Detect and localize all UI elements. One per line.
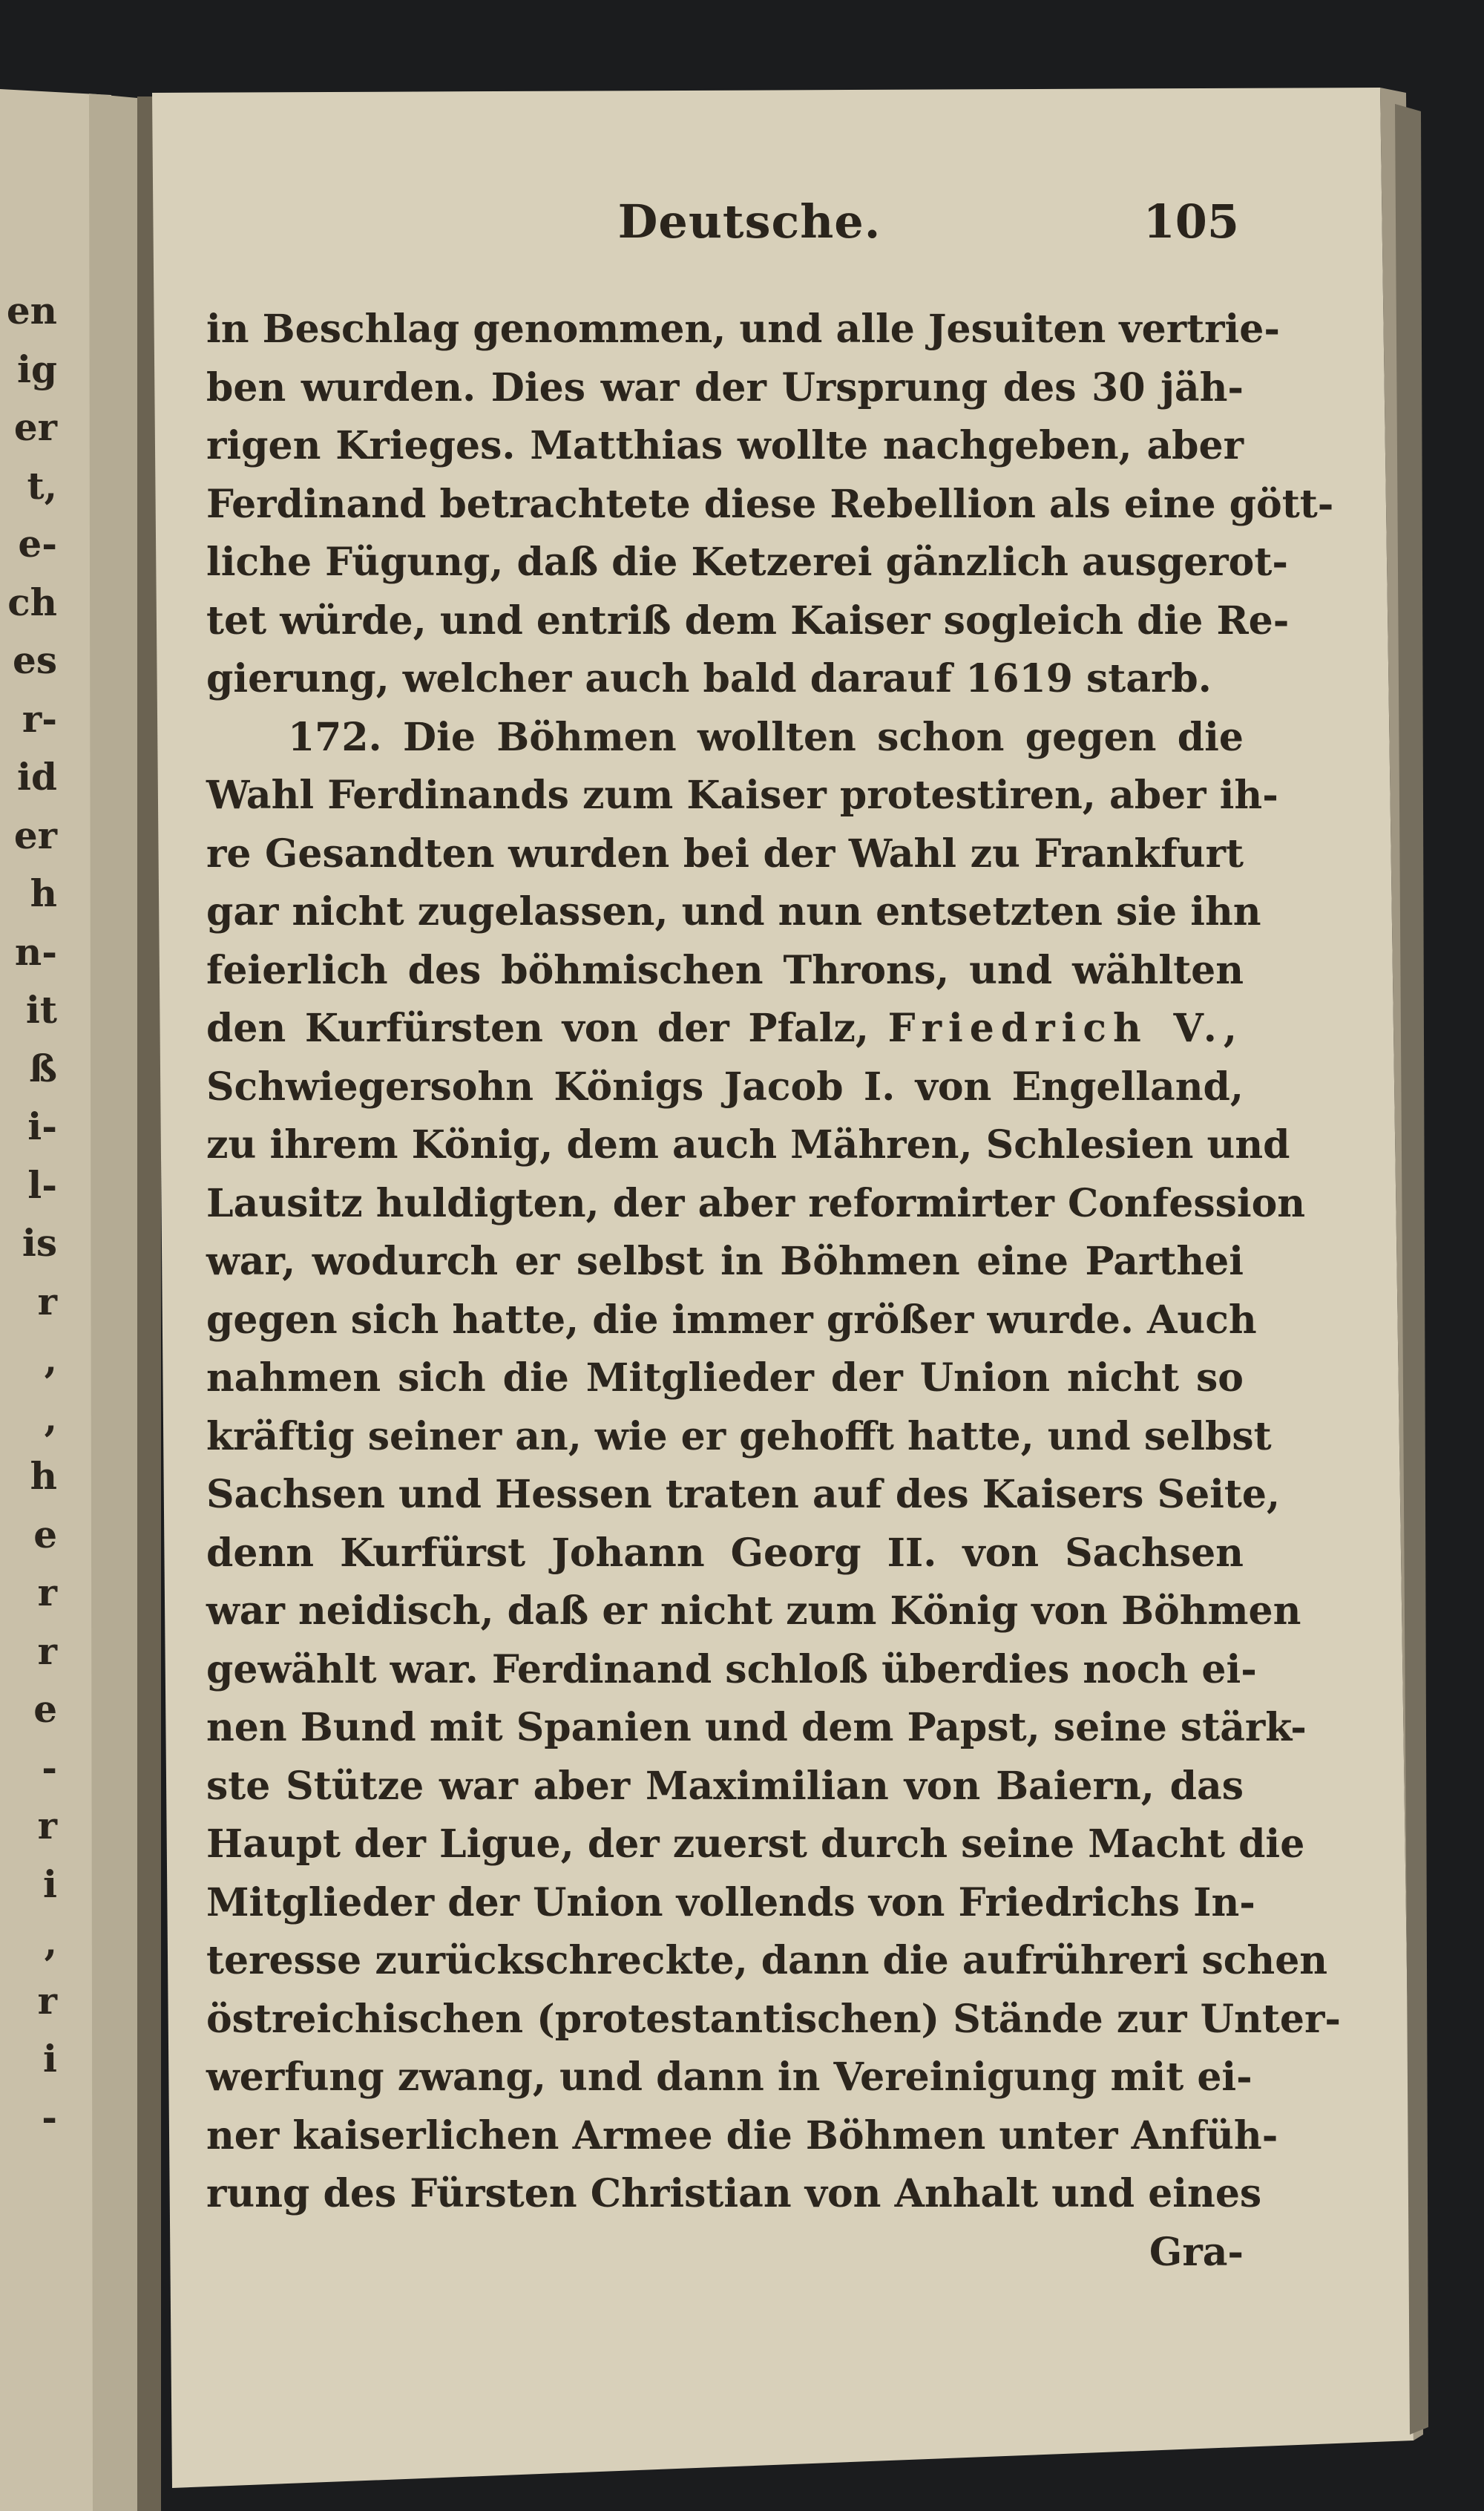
left-page-fragment: i- — [27, 1104, 57, 1148]
left-page-fragment: ch — [7, 580, 57, 624]
text-line: feierlich des böhmischen Throns, und wählten — [206, 947, 1244, 993]
left-page-fragment: e — [33, 1687, 57, 1731]
text-line: liche Fügung, daß die Ketzerei gänzlich ausgerot- — [206, 540, 1288, 585]
left-page-fragment: l- — [27, 1162, 57, 1207]
page-number: 105 — [1143, 194, 1239, 249]
running-head: Deutsche. — [617, 194, 881, 249]
left-page-fragment: , — [44, 1920, 57, 1964]
left-page-fragment: r — [37, 1571, 57, 1614]
text-line: gar nicht zugelassen, und nun entsetzten sie ihn — [206, 889, 1261, 934]
text-line: gewählt war. Ferdinand schloß überdies noch ei- — [206, 1646, 1257, 1692]
catchword: Gra- — [1149, 2229, 1244, 2275]
text-line: Wahl Ferdinands zum Kaiser protestiren, aber ih- — [206, 773, 1278, 818]
text-line: rung des Fürsten Christian von Anhalt und eines — [206, 2171, 1262, 2216]
left-page-fragment: it — [25, 988, 57, 1032]
left-page-fragment: es — [13, 638, 57, 682]
left-page-fragment: er — [13, 813, 57, 857]
left-page-fragment: e- — [18, 522, 57, 566]
text-line: Mitglieder der Union vollends von Friedrichs In- — [206, 1879, 1255, 1925]
left-page-fragment: er — [13, 405, 57, 449]
text-line: Schwiegersohn Königs Jacob I. von Engelland, — [206, 1064, 1244, 1110]
text-line: nahmen sich die Mitglieder der Union nicht so — [206, 1355, 1244, 1401]
left-page-fragment: r- — [22, 696, 57, 741]
text-line: denn Kurfürst Johann Georg II. von Sachsen — [206, 1530, 1244, 1576]
text-line-with-name — [206, 1000, 1244, 1058]
paragraph-start-line: 172. Die Böhmen wollten schon gegen die — [288, 714, 1244, 760]
left-page-fragment: r — [37, 1978, 57, 2023]
text-fragment: den Kurfürsten von der Pfalz, — [206, 1006, 869, 1051]
left-page-fragment: e — [33, 1512, 57, 1556]
left-page-fragment: is — [22, 1221, 57, 1265]
page-header — [223, 194, 1239, 261]
left-page-fragment: - — [42, 2095, 57, 2139]
left-page-fragment: ig — [17, 347, 57, 391]
text-line: zu ihrem König, dem auch Mähren, Schlesien und — [206, 1122, 1290, 1168]
left-page-fragment: , — [44, 1338, 57, 1381]
left-page-fragment: n- — [14, 929, 57, 974]
left-page-fragment: r — [37, 1804, 57, 1847]
text-line: ste Stütze war aber Maximilian von Baiern, das — [206, 1763, 1244, 1809]
left-page-fragment: t, — [27, 463, 57, 508]
text-line: tet würde, und entriß dem Kaiser sogleich die Re- — [206, 598, 1290, 644]
text-line: in Beschlag genommen, und alle Jesuiten vertrie- — [206, 307, 1280, 352]
text-line: östreichischen (protestantischen) Stände zur Unter- — [206, 1996, 1341, 2042]
text-line: ner kaiserlichen Armee die Böhmen unter Anfüh- — [206, 2112, 1278, 2158]
left-page-fragment: i — [43, 1862, 57, 1906]
left-page-fragment-column — [0, 282, 63, 2147]
text-line: war, wodurch er selbst in Böhmen eine Parthei — [206, 1239, 1244, 1284]
text-line: re Gesandten wurden bei der Wahl zu Frankfurt — [206, 831, 1244, 877]
left-page-fragment: r — [37, 1279, 57, 1323]
spaced-name: Friedrich V., — [887, 1006, 1244, 1051]
left-page-fragment: , — [44, 1395, 57, 1440]
left-page-fragment: r — [37, 1628, 57, 1673]
text-line: war neidisch, daß er nicht zum König von Böhmen — [206, 1588, 1301, 1634]
text-line: teresse zurückschreckte, dann die aufrühreri schen — [206, 1938, 1328, 1983]
text-line: Ferdinand betrachtete diese Rebellion als eine gött- — [206, 481, 1334, 527]
text-line: rigen Krieges. Matthias wollte nachgeben, aber — [206, 423, 1244, 468]
text-line: gierung, welcher auch bald darauf 1619 starb. — [206, 656, 1212, 701]
text-line: ben wurden. Dies war der Ursprung des 30 jäh- — [206, 364, 1244, 410]
body-text — [206, 301, 1341, 2282]
left-page-fragment: i — [43, 2037, 57, 2081]
text-line: nen Bund mit Spanien und dem Papst, seine stärk- — [206, 1705, 1307, 1750]
text-line: gegen sich hatte, die immer größer wurde. Auch — [206, 1297, 1257, 1343]
text-line: Sachsen und Hessen traten auf des Kaisers Seite, — [206, 1472, 1281, 1517]
left-page-fragment: h — [30, 1454, 57, 1498]
left-page-fragment: ß — [29, 1046, 57, 1090]
text-line: kräftig seiner an, wie er gehofft hatte, und selbst — [206, 1413, 1272, 1459]
left-page-fragment: id — [17, 755, 57, 799]
text-line: Haupt der Ligue, der zuerst durch seine Macht die — [206, 1821, 1305, 1867]
text-line: werfung zwang, und dann in Vereinigung mit ei- — [206, 2055, 1252, 2100]
left-page-fragment: h — [30, 871, 57, 915]
text-line: Lausitz huldigten, der aber reformirter Confession — [206, 1180, 1306, 1226]
left-page-fragment: en — [6, 289, 57, 333]
left-page-fragment: - — [42, 1745, 57, 1790]
